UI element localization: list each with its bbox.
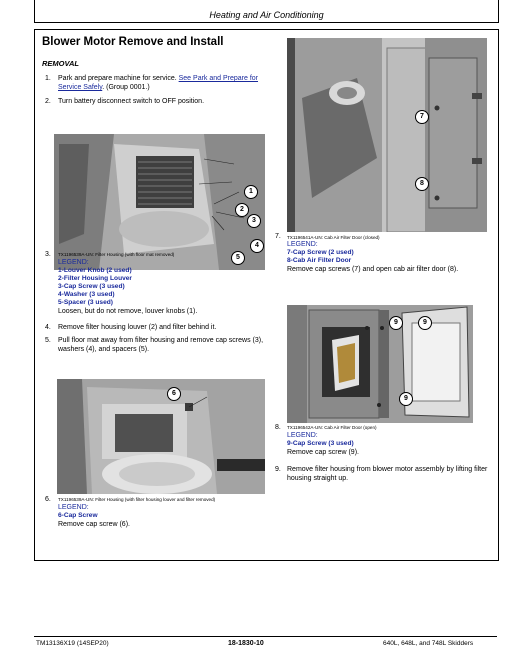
legend-item: 2-Filter Housing Louver	[58, 275, 133, 282]
legend-title: LEGEND:	[287, 432, 318, 439]
legend-title: LEGEND:	[58, 504, 89, 511]
callout-1: 1	[244, 185, 258, 199]
filter-housing-photo	[54, 134, 265, 270]
callout-2: 2	[235, 203, 249, 217]
park-and-prepare-link[interactable]: See Park and Prepare for Service Safely	[58, 75, 259, 91]
callout-3: 3	[247, 214, 261, 228]
callout-8: 8	[415, 177, 429, 191]
section-title: Blower Motor Remove and Install	[42, 36, 224, 48]
step-4-text: Remove filter housing louver (2) and filter behind it.	[58, 324, 217, 331]
callout-6: 6	[167, 387, 181, 401]
footer-doc-id: TM13136X19 (14SEP20)	[36, 640, 109, 647]
legend-item: 3-Cap Screw (3 used)	[58, 283, 125, 290]
step-5-text: Pull floor mat away from filter housing and remove cap screws (3), washers (4), and spacers (5).	[58, 337, 264, 353]
step-1-body: Park and prepare machine for service.	[58, 75, 177, 82]
step-8-text: Remove cap screw (9).	[287, 449, 359, 456]
step-number: 8.	[275, 424, 281, 431]
cab-air-filter-door-closed-photo	[287, 38, 487, 232]
step-1-text	[58, 74, 283, 92]
legend-item: 4-Washer (3 used)	[58, 291, 115, 298]
footer-page-number: 18-1830-10	[228, 640, 264, 647]
callout-9-right: 9	[418, 316, 432, 330]
figure-caption-4: TX1196542A-UN: Cab Air Filter Door (open)	[287, 425, 377, 430]
step-number: 2.	[45, 98, 51, 105]
step-7-text: Remove cap screws (7) and open cab air filter door (8).	[287, 266, 459, 273]
step-number: 3.	[45, 251, 51, 258]
section-subtitle: REMOVAL	[42, 59, 79, 68]
content-frame	[34, 29, 499, 561]
figure-caption-3: TX1196541A-UN: Cab Air Filter Door (closed)	[287, 235, 380, 240]
figure-caption-2: TX1196539A-UN: Filter Housing (with filter housing louver and filter removed)	[58, 497, 216, 502]
figure-caption-1: TX1196539A-UN: Filter Housing (with floor mat removed)	[58, 252, 175, 257]
cab-air-filter-door-open-photo	[287, 305, 473, 423]
legend-title: LEGEND:	[287, 241, 318, 248]
page-header	[34, 0, 499, 23]
footer-models: 640L, 648L, and 748L Skidders	[383, 640, 474, 647]
legend-item: 7-Cap Screw (2 used)	[287, 249, 354, 256]
step-number: 1.	[45, 75, 51, 82]
legend-item: 8-Cab Air Filter Door	[287, 257, 352, 264]
legend-item: 5-Spacer (3 used)	[58, 299, 113, 306]
step-9-text: Remove filter housing from blower motor assembly by lifting filter housing straight up.	[287, 466, 488, 482]
legend-item: 6-Cap Screw	[58, 512, 98, 519]
step-1-tail: . (Group 0001.)	[102, 84, 150, 91]
step-number: 9.	[275, 466, 281, 473]
step-number: 4.	[45, 324, 51, 331]
callout-4: 4	[250, 239, 264, 253]
footer-rule	[34, 636, 497, 637]
legend-title: LEGEND:	[58, 259, 89, 266]
step-6-text: Remove cap screw (6).	[58, 521, 130, 528]
step-number: 7.	[275, 233, 281, 240]
step-3-text: Loosen, but do not remove, louver knobs (1).	[58, 308, 198, 315]
callout-7: 7	[415, 110, 429, 124]
step-number: 6.	[45, 496, 51, 503]
callout-9-left: 9	[389, 316, 403, 330]
step-number: 5.	[45, 337, 51, 344]
chapter-title: Heating and Air Conditioning	[209, 10, 324, 20]
legend-item: 1-Louver Knob (2 used)	[58, 267, 132, 274]
callout-5: 5	[231, 251, 245, 265]
legend-item: 9-Cap Screw (3 used)	[287, 440, 354, 447]
filter-housing-removed-photo	[57, 379, 265, 494]
callout-9-bottom: 9	[399, 392, 413, 406]
step-2-text: Turn battery disconnect switch to OFF position.	[58, 98, 205, 105]
